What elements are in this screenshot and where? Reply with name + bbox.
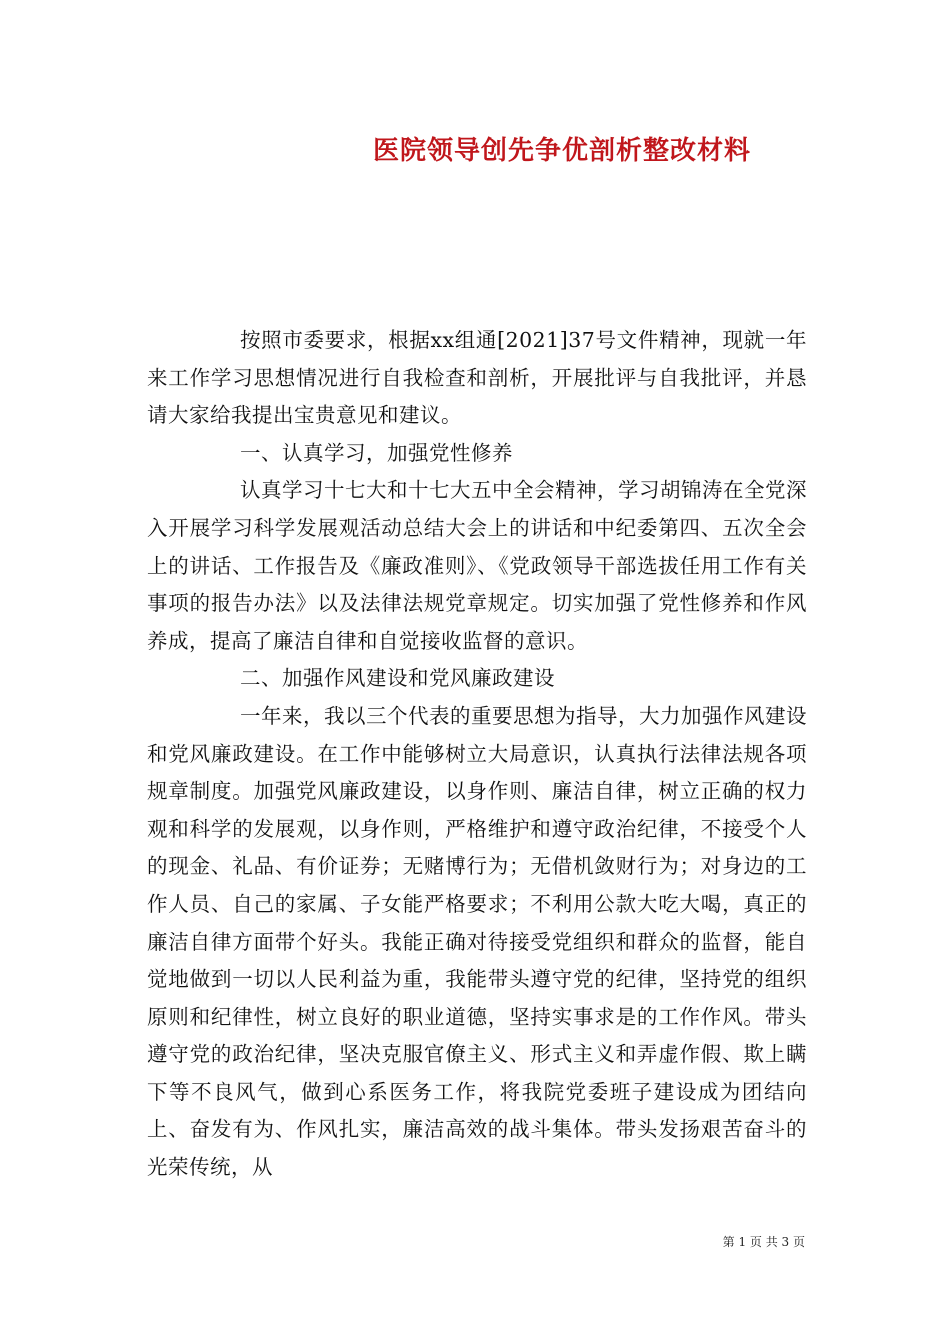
page-title: 医院领导创先争优剖析整改材料 — [373, 136, 752, 166]
paragraph-section-1: 认真学习十七大和十七大五中全会精神，学习胡锦涛在全党深入开展学习科学发展观活动总结大会上的讲话和中纪委第四、五次全会上的讲话、工作报告及《廉政准则》、《党政领导干部选拔任用工作有关事项的报告办法》以及法律法规党章规定。切实加强了党性修养和作风养成，提高了廉洁自律和自觉接收监督的意识。 — [147, 478, 807, 653]
paragraph-intro: 按照市委要求，根据xx组通[2021]37号文件精神，现就一年来工作学习思想情况进行自我检查和剖析，开展批评与自我批评，并恳请大家给我提出宝贵意见和建议。 — [147, 328, 807, 428]
paragraph-section-2: 一年来，我以三个代表的重要思想为指导，大力加强作风建设和党风廉政建设。在工作中能够树立大局意识，认真执行法律法规各项规章制度。加强党风廉政建设，以身作则、廉洁自律，树立正确的权力观和科学的发展观，以身作则，严格维护和遵守政治纪律，不接受个人的现金、礼品、有价证券；无赌博行为；无借机敛财行为；对身边的工作人员、自己的家属、子女能严格要求；不利用公款大吃大喝，真正的廉洁自律方面带个好头。我能正确对待接受党组织和群众的监督，能自觉地做到一切以人民利益为重，我能带头遵守党的纪律，坚持党的组织原则和纪律性，树立良好的职业道德，坚持实事求是的工作作风。带头遵守党的政治纪律，坚决克服官僚主义、形式主义和弄虚作假、欺上瞒下等不良风气，做到心系医务工作，将我院党委班子建设成为团结向上、奋发有为、作风扎实，廉洁高效的战斗集体。带头发扬艰苦奋斗的光荣传统，从 — [147, 703, 807, 1180]
page-number-footer: 第 1 页 共 3 页 — [722, 1235, 805, 1249]
section-heading-2: 二、加强作风建设和党风廉政建设 — [240, 666, 555, 691]
section-heading-1: 一、认真学习，加强党性修养 — [240, 440, 513, 465]
document-body — [147, 322, 807, 1187]
